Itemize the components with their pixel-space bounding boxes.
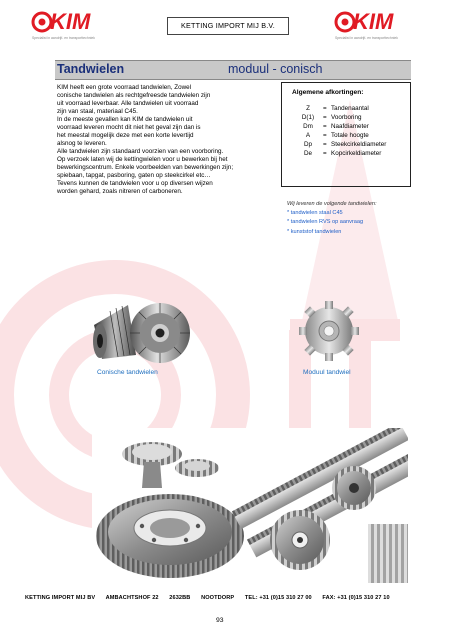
abbreviation-value: Naafdiameter	[331, 123, 369, 130]
caption-bevel-gears: Conische tandwielen	[97, 369, 158, 376]
logo-left	[30, 8, 120, 42]
intro-line: uit voorraad leverbaar. Alle tandwielen uit voorraad	[57, 100, 199, 107]
supply-item: * tandwielen staal C45	[287, 210, 343, 217]
abbreviation-key: A	[305, 132, 311, 139]
intro-line: alsnog te leveren.	[57, 140, 107, 147]
page-title: Tandwielen	[57, 62, 125, 76]
intro-line: Op verzoek laten wij de kettingwielen voor u bewerken bij het	[57, 156, 228, 163]
intro-line: Alle tandwielen zijn standaard voorzien van een voorboring.	[57, 148, 224, 155]
supply-item: * kunststof tandwielen	[287, 228, 342, 235]
page-number: 93	[216, 617, 224, 624]
abbreviation-equals: =	[323, 123, 327, 130]
abbreviation-key: Dp	[303, 141, 313, 148]
abbreviation-value: Totale hoogte	[331, 132, 369, 139]
footer-phone: TEL: +31 (0)15 310 27 00	[244, 595, 312, 601]
abbreviation-equals: =	[323, 132, 327, 139]
intro-line: voorraad leveren mocht dit niet het geval zijn dan is	[57, 124, 201, 131]
bevel-gears-photo	[88, 295, 198, 365]
logo-right	[333, 8, 423, 42]
intro-line: zijn van staal, materiaal C45.	[57, 108, 138, 115]
gear-rack-photo	[92, 428, 408, 583]
abbreviation-equals: =	[323, 105, 327, 112]
abbreviation-key: Dm	[303, 123, 313, 130]
footer-postcode: 2632BB	[169, 595, 191, 601]
intro-line: Tevens kunnen de tandwielen voor u op diversen wijzen	[57, 180, 213, 187]
intro-line: het meestal mogelijk deze met een korte levertijd	[57, 132, 194, 139]
abbreviation-value: Voorboring	[331, 114, 362, 121]
intro-line: worden gehard, zoals nitreren of carboneren.	[57, 188, 183, 195]
supply-item: * tandwielen RVS op aanvraag	[287, 219, 364, 226]
intro-line: conische tandwielen als rechtgefreesde tandwielen zijn	[57, 92, 211, 99]
abbreviations-box	[281, 82, 411, 187]
footer-fax: FAX: +31 (0)15 310 27 10	[322, 595, 390, 601]
intro-line: spiebaan, tapgat, pasboring, gaten op steekcirkel etc…	[57, 172, 211, 179]
footer-street: AMBACHTSHOF 22	[105, 595, 159, 601]
abbreviation-key: D(1)	[301, 114, 315, 121]
logo-right-tagline: Specialist in aandrijf- en transporttechniek	[335, 36, 398, 40]
footer-address	[25, 595, 435, 601]
abbreviation-value: Kopcirkeldiameter	[331, 150, 382, 157]
abbreviation-equals: =	[323, 150, 327, 157]
intro-line: bewerkingscentrum. Enkele voorbeelden van bewerkingen zijn;	[57, 164, 234, 171]
abbreviation-key: Z	[306, 105, 310, 112]
abbreviation-key: De	[303, 150, 313, 157]
abbreviation-equals: =	[323, 114, 327, 121]
abbreviations-heading: Algemene afkortingen:	[292, 89, 364, 96]
abbreviation-equals: =	[323, 141, 327, 148]
footer-city: NOOTDORP	[201, 595, 235, 601]
company-header-box: KETTING IMPORT MIJ B.V.	[167, 17, 289, 35]
page-subtitle: moduul - conisch	[228, 62, 323, 76]
logo-right-wordmark: KIM	[353, 9, 394, 34]
supply-list	[287, 200, 377, 237]
caption-spur-gear: Moduul tandwiel	[303, 369, 351, 376]
footer-company: KETTING IMPORT MIJ BV	[25, 595, 96, 601]
supply-lead: Wij leveren de volgende tandwielen:	[287, 201, 377, 207]
abbreviation-value: Tandenaantal	[331, 105, 369, 112]
logo-left-tagline: Specialist in aandrijf- en transporttechniek	[32, 36, 95, 40]
logo-left-wordmark: KIM	[50, 9, 91, 34]
intro-line: KIM heeft een grote voorraad tandwielen, Zowel	[57, 84, 192, 91]
spur-gear-photo	[298, 298, 360, 364]
abbreviation-value: Steekcirkeldiameter	[331, 141, 387, 148]
intro-line: In de meeste gevallen kan KIM de tandwielen uit	[57, 116, 193, 123]
intro-text	[57, 84, 273, 196]
